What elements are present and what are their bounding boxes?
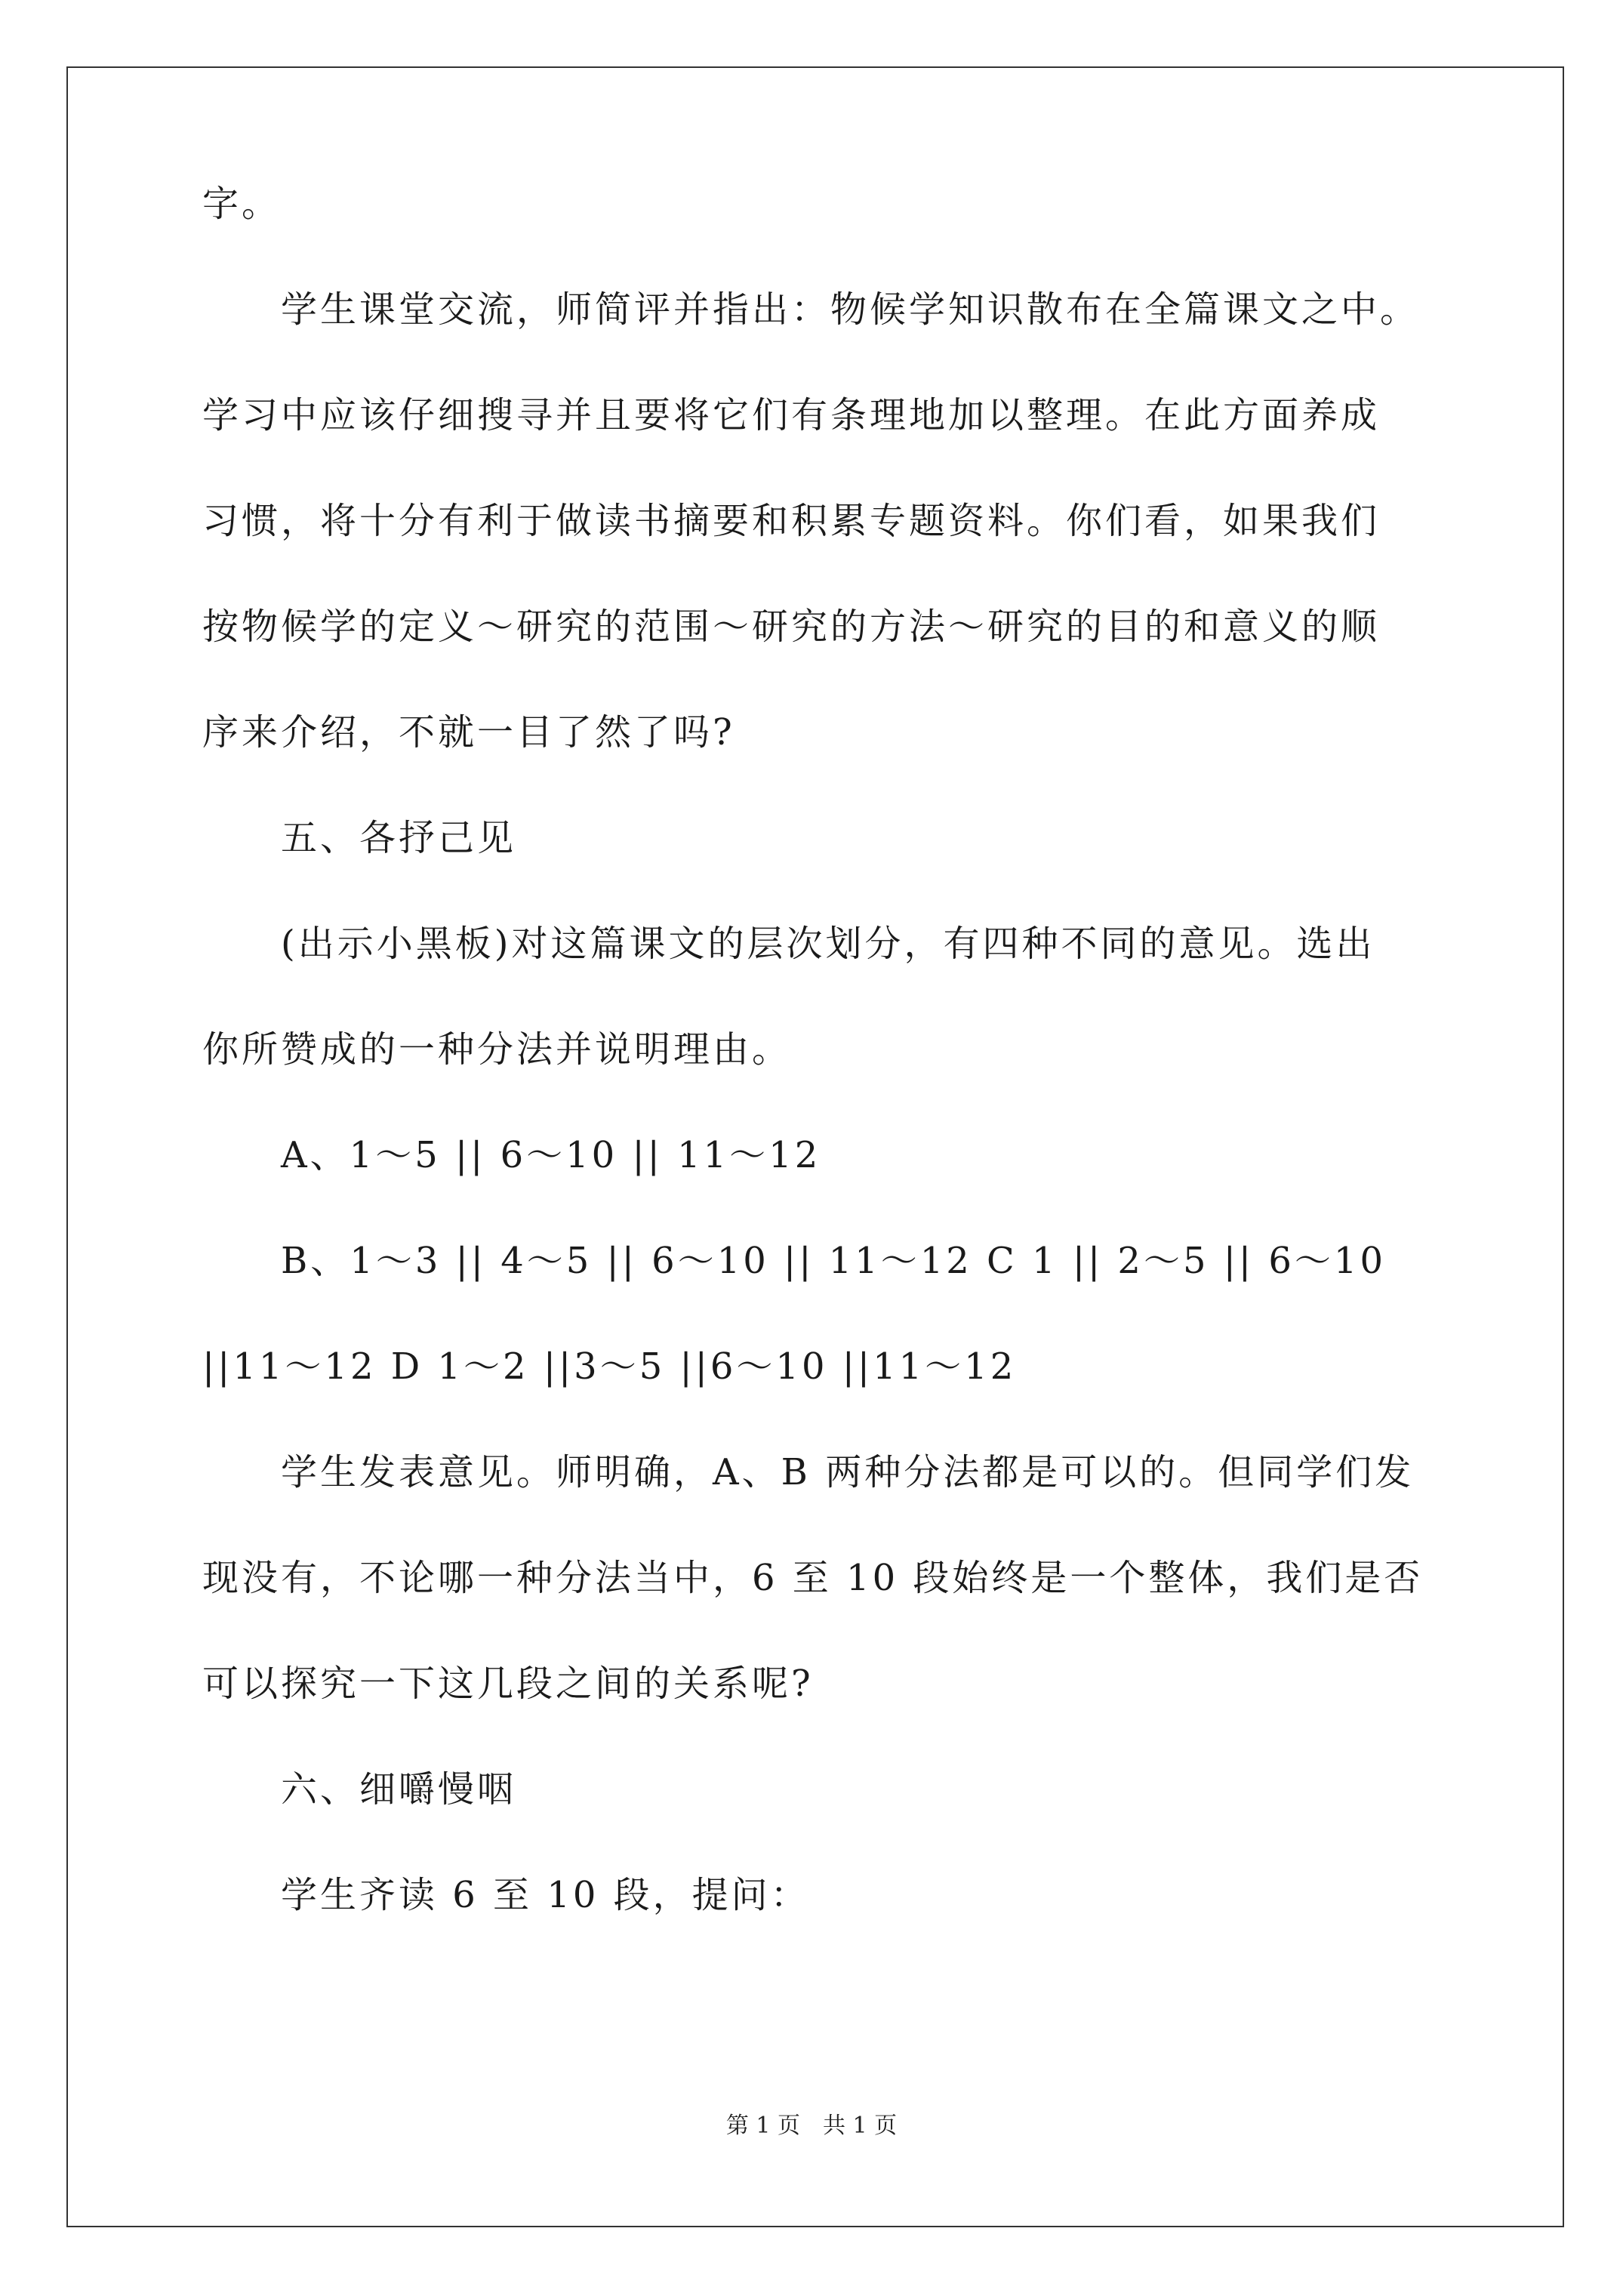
text-line: 学生课堂交流，师简评并指出：物候学知识散布在全篇课文之中。: [281, 288, 1420, 331]
section-heading: 六、细嚼慢咽: [281, 1768, 517, 1811]
text-line: 学生发表意见。师明确，A、B 两种分法都是可以的。但同学们发: [281, 1451, 1415, 1493]
text-line: 学习中应该仔细搜寻并且要将它们有条理地加以整理。在此方面养成: [202, 394, 1381, 436]
text-line: 序来介绍，不就一目了然了吗?: [202, 711, 735, 754]
text-line: (出示小黑板)对这篇课文的层次划分，有四种不同的意见。选出: [281, 923, 1375, 965]
text-line: B、1～3 || 4～5 || 6～10 || 11～12 C 1 || 2～5 || 6～10: [281, 1240, 1386, 1282]
section-heading: 五、各抒己见: [281, 817, 517, 859]
text-line: 字。: [202, 183, 282, 225]
page-number-footer: 第 1 页 共 1 页: [725, 2113, 898, 2139]
text-line: ||11～12 D 1～2 ||3～5 ||6～10 ||11～12: [202, 1345, 1017, 1388]
text-line: A、1～5 || 6～10 || 11～12: [281, 1134, 821, 1176]
text-line: 现没有，不论哪一种分法当中，6 至 10 段始终是一个整体，我们是否: [202, 1557, 1424, 1599]
text-line: 你所赞成的一种分法并说明理由。: [202, 1028, 792, 1071]
text-line: 按物候学的定义～研究的范围～研究的方法～研究的目的和意义的顺: [202, 606, 1381, 648]
text-line: 习惯，将十分有利于做读书摘要和积累专题资料。你们看，如果我们: [202, 500, 1381, 542]
text-line: 学生齐读 6 至 10 段，提问：: [281, 1874, 810, 1916]
text-line: 可以探究一下这几段之间的关系呢?: [202, 1663, 814, 1705]
